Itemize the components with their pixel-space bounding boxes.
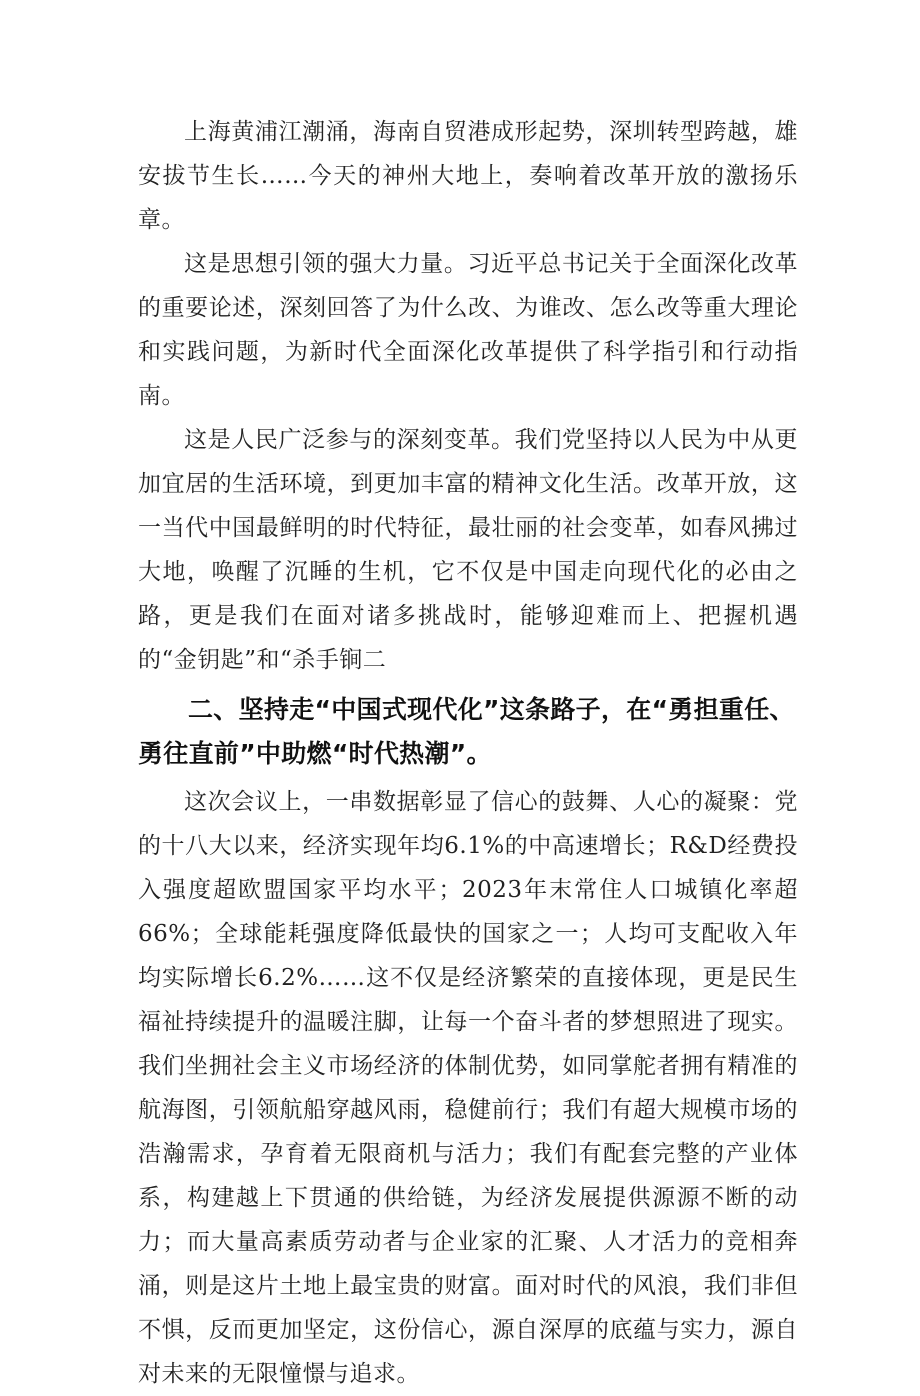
document-body	[138, 110, 798, 1396]
paragraph-4: 这次会议上，一串数据彰显了信心的鼓舞、人心的凝聚：党的十八大以来，经济实现年均6.1%的中高速增长；R&D经费投入强度超欧盟国家平均水平；2023年末常住人口城镇化率超66%；全球能耗强度降低最快的国家之一；人均可支配收入年均实际增长6.2%……这不仅是经济繁荣的直接体现，更是民生福祉持续提升的温暖注脚，让每一个奋斗者的梦想照进了现实。我们坐拥社会主义市场经济的体制优势，如同掌舵者拥有精准的航海图，引领航船穿越风雨，稳健前行；我们有超大规模市场的浩瀚需求，孕育着无限商机与活力；我们有配套完整的产业体系，构建越上下贯通的供给链，为经济发展提供源源不断的动力；而大量高素质劳动者与企业家的汇聚、人才活力的竞相奔涌，则是这片土地上最宝贵的财富。面对时代的风浪，我们非但不惧，反而更加坚定，这份信心，源自深厚的底蕴与实力，源自对未来的无限憧憬与追求。	[138, 789, 798, 1387]
paragraph-2: 这是思想引领的强大力量。习近平总书记关于全面深化改革的重要论述，深刻回答了为什么改、为谁改、怎么改等重大理论和实践问题，为新时代全面深化改革提供了科学指引和行动指南。	[138, 251, 798, 409]
paragraph-3: 这是人民广泛参与的深刻变革。我们党坚持以人民为中从更加宜居的生活环境，到更加丰富的精神文化生活。改革开放，这一当代中国最鲜明的时代特征，最壮丽的社会变革，如春风拂过大地，唤醒了沉睡的生机，它不仅是中国走向现代化的必由之路，更是我们在面对诸多挑战时，能够迎难而上、把握机遇的“金钥匙”和“杀手锏二	[138, 427, 798, 673]
paragraph-1: 上海黄浦江潮涌，海南自贸港成形起势，深圳转型跨越，雄安拔节生长……今天的神州大地上，奏响着改革开放的激扬乐章。	[138, 119, 798, 233]
section-heading: 二、坚持走“中国式现代化”这条路子，在“勇担重任、勇往直前”中助燃“时代热潮”。	[138, 695, 795, 768]
